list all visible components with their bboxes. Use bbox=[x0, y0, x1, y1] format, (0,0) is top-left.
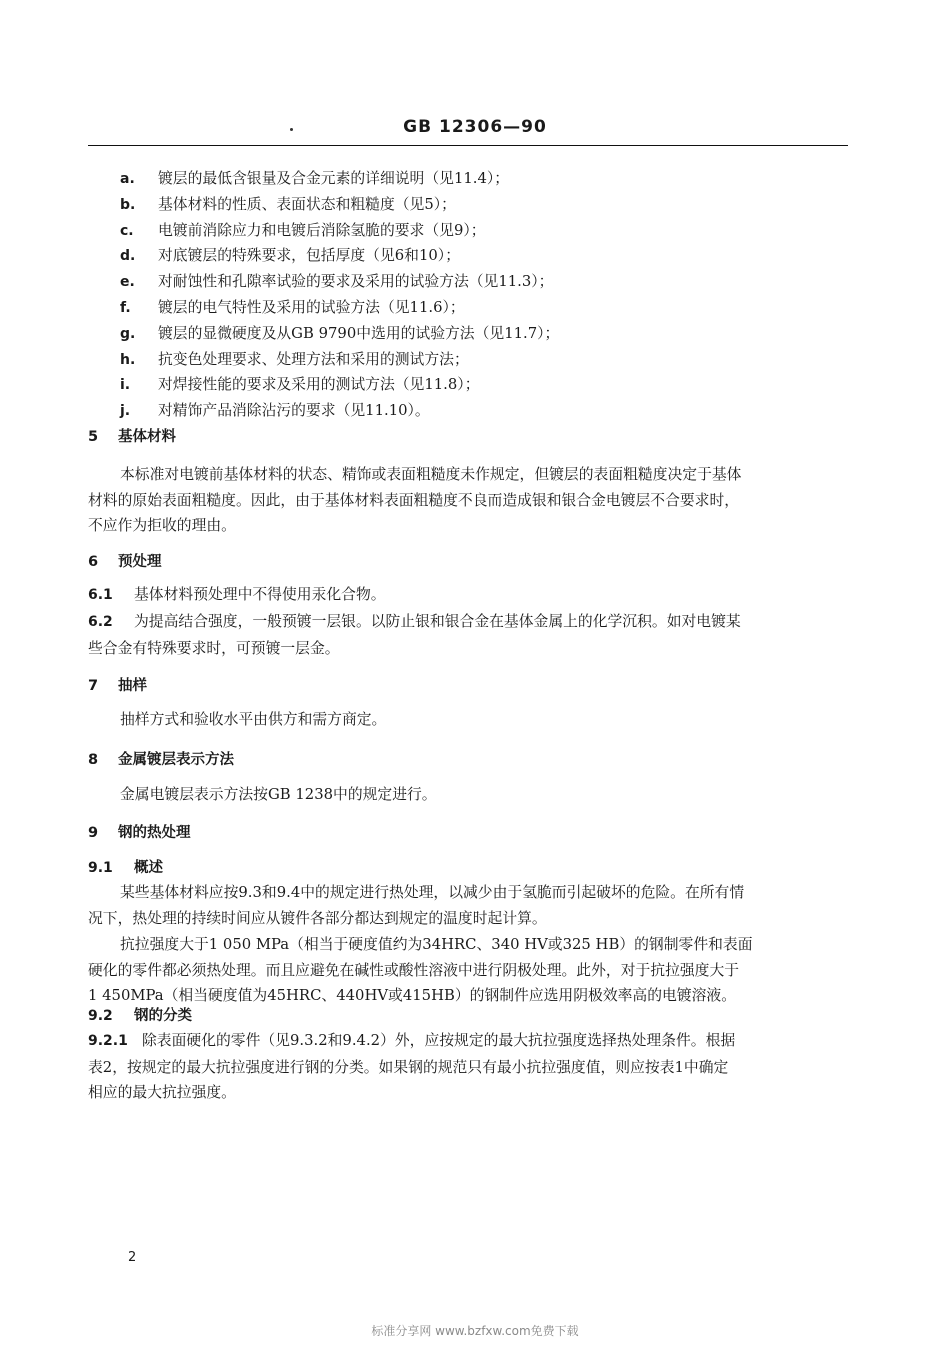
clause-9-2-1: 9.2.1 除表面硬化的零件（见9.3.2和9.4.2）外，应按规定的最大抗拉强度选择热处理条件。根据 表2，按规定的最大抗拉强度进行钢的分类。如果钢的规范只有最小抗拉强度值，则应按表1中确定 相应的最大抗拉强度。 bbox=[88, 1032, 736, 1101]
section-7-paragraph: 抽样方式和验收水平由供方和需方商定。 bbox=[120, 711, 387, 728]
header-rule bbox=[88, 145, 848, 146]
section-8-paragraph: 金属电镀层表示方法按GB 1238中的规定进行。 bbox=[120, 786, 437, 803]
document-page: GB 12306—90 a. 镀层的最低含银量及合金元素的详细说明（见11.4）； b. 基体材料的性质、表面状态和粗糙度（见5）； c. 电镀前消除应力和电镀后消除氢脆的要求（见9）； d. 对底镀层的特殊要求，包括厚度（见6和10）； e. 对耐蚀性和孔隙率试验的要求及采用的试验方法（见11.3）； f. 镀层的电气特性及采用的试验方法（见11.6）； g. 镀层的显微硬度及从GB 9790中选用的试验方法（见11.7）； h. 抗变色处理要求、处理方法和采用的测试方法； i. 对焊接性能的要求及采用的测试方法（见11.8）； j. 对精饰产品消除沾污的要求（见11.10）。 5 基体材料 本标准对电镀前基体材料的状态、精饰或表面粗糙度未作规定，但镀层的表面粗糙度决定于基体 材料的原始表面粗糙度。因此，由于基体材料表面粗糙度不良而造成银和银合金电镀层不合要求时， 不应作为拒收的理由。 6 预处理 6.1 基体材料预处理中不得使用汞化合物。 6.2 为提高结合强度，一般预镀一层银。以防止银和银合金在基体金属上的化学沉积。如对电镀某 些合金有特殊要求时，可预镀一层金。 7 抽样 抽样方式和验收水平由供方和需方商定。 8 金属镀层表示方法 金属电镀层表示方法按GB 1238中的规定进行。 9 钢的热处理 9.1 概述 某些基体材料应按9.3和9.4中的规定进行热处理，以减少由于氢脆而引起破坏的危险。在所有情 况下，热处理的持续时间应从镀件各部分都达到规定的温度时起计算。 抗拉强度大于1 050 MPa（相当于硬度值约为34HRC、340 HV或325 HB）的钢制零件和表面 硬化的零件都必须热处理。而且应避免在碱性或酸性溶液中进行阴极处理。此外，对于抗拉强度大于 1 450MPa（相当硬度值为45HRC、440HV或415HB）的钢制件应选用阴极效率高的电镀溶液。 9.2 钢的分类 9.2.1 除表面硬化的零件（见9.3.2和9.4.2）外，应按规定的最大抗拉强度选择热处理条件。根据 表2，按规定的最大抗拉强度进行钢的分类。如果钢的规范只有最小抗拉强度值，则应按表1中确定 相应的最大抗拉强度。 2 标准分享网 www.bzfxw.com免费下载 bbox=[0, 0, 950, 1352]
clause-9-1-heading: 9.1 概述 bbox=[88, 860, 163, 876]
watermark: 标准分享网 www.bzfxw.com免费下载 bbox=[371, 1324, 579, 1338]
clause-6-2: 6.2 为提高结合强度，一般预镀一层银。以防止银和银合金在基体金属上的化学沉积。如对电镀某 些合金有特殊要求时，可预镀一层金。 bbox=[88, 613, 741, 657]
clause-9-2-heading: 9.2 钢的分类 bbox=[88, 1008, 192, 1024]
section-8-heading: 8 金属镀层表示方法 bbox=[88, 752, 234, 768]
section-5-paragraph: 本标准对电镀前基体材料的状态、精饰或表面粗糙度未作规定，但镀层的表面粗糙度决定于基体 材料的原始表面粗糙度。因此，由于基体材料表面粗糙度不良而造成银和银合金电镀层不合要求时， 不应作为拒收的理由。 bbox=[88, 466, 742, 534]
page-number: 2 bbox=[128, 1250, 137, 1265]
standard-number-header: GB 12306—90 bbox=[403, 117, 547, 137]
section-6-heading: 6 预处理 bbox=[88, 554, 162, 570]
clause-9-1-paragraph-2: 抗拉强度大于1 050 MPa（相当于硬度值约为34HRC、340 HV或325 HB）的钢制零件和表面 硬化的零件都必须热处理。而且应避免在碱性或酸性溶液中进行阴极处理。此外，对于抗拉强度大于 1 450MPa（相当硬度值为45HRC、440HV或415HB）的钢制件应选用阴极效率高的电镀溶液。 bbox=[88, 936, 753, 1004]
clause-6-1: 6.1 基体材料预处理中不得使用汞化合物。 bbox=[88, 586, 386, 603]
section-5-heading: 5 基体材料 bbox=[88, 429, 176, 445]
section-9-heading: 9 钢的热处理 bbox=[88, 825, 191, 841]
clause-9-1-paragraph: 某些基体材料应按9.3和9.4中的规定进行热处理，以减少由于氢脆而引起破坏的危险。在所有情 况下，热处理的持续时间应从镀件各部分都达到规定的温度时起计算。 bbox=[88, 884, 745, 927]
scan-speck bbox=[290, 128, 293, 131]
section-7-heading: 7 抽样 bbox=[88, 678, 147, 694]
